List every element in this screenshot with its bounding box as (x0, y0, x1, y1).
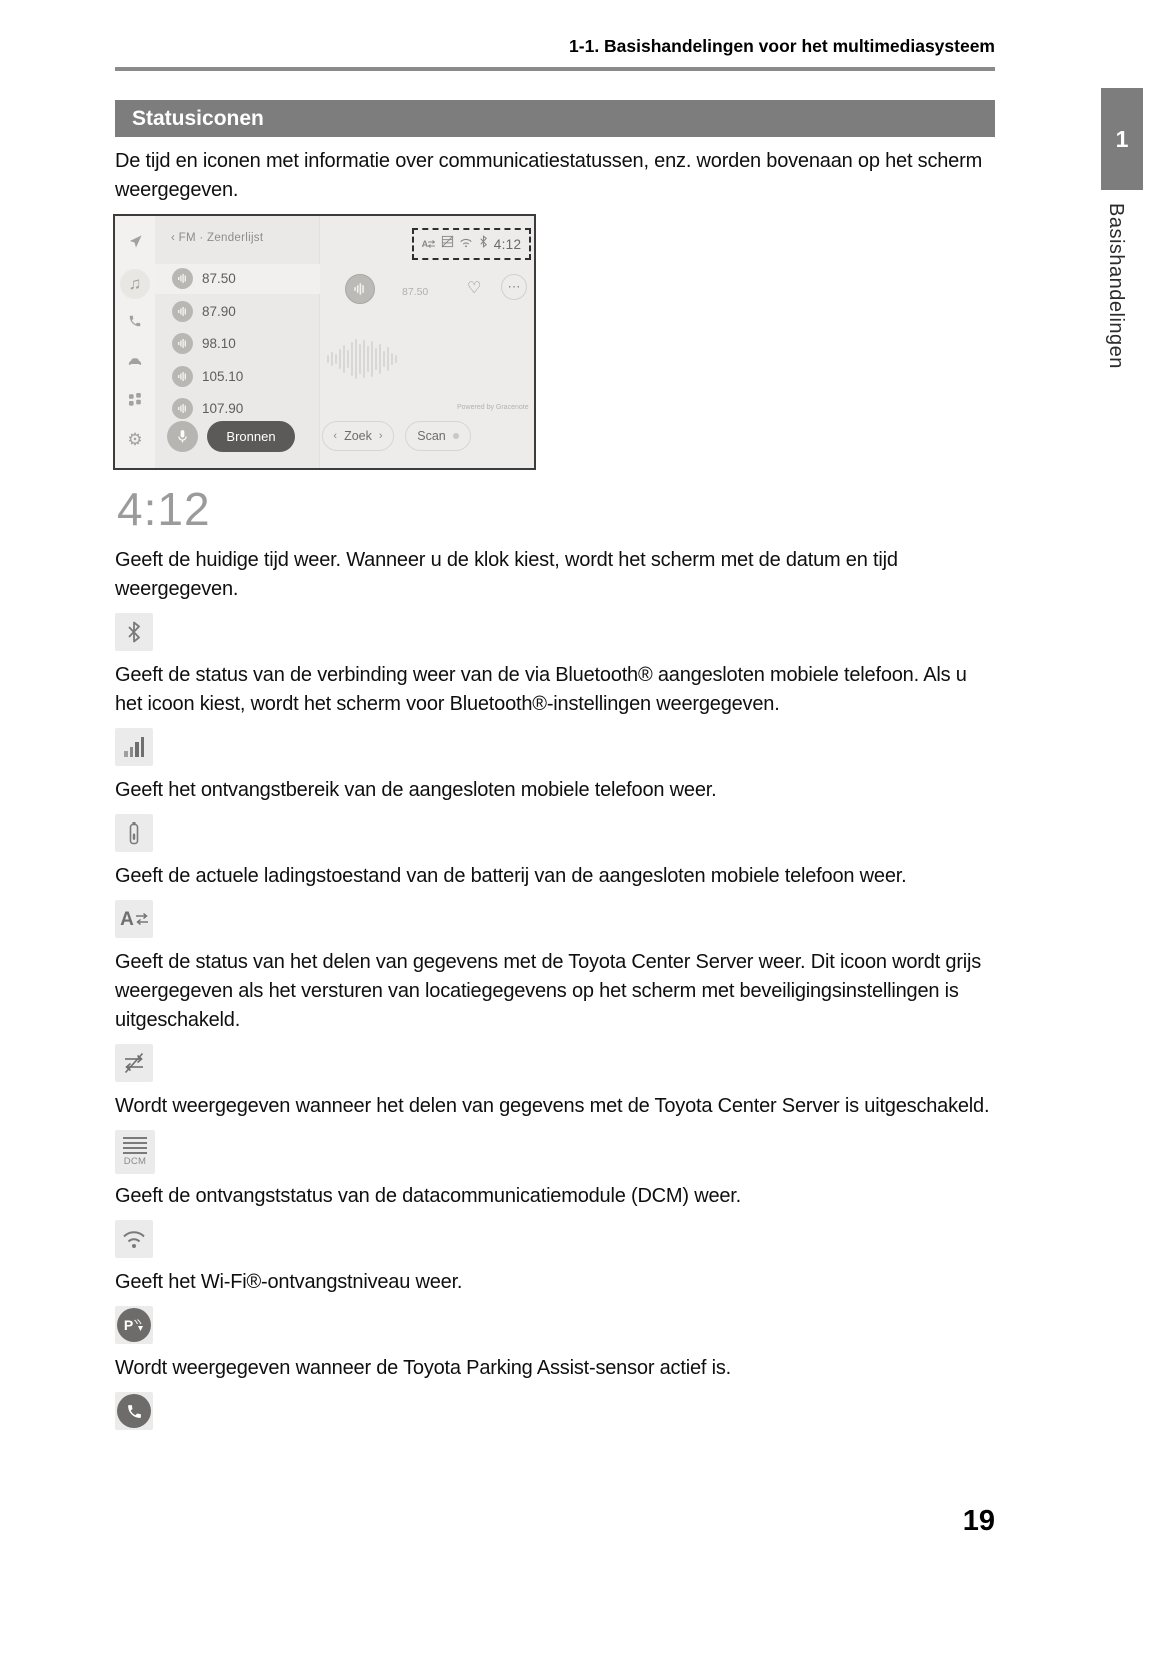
station-row[interactable] (172, 301, 236, 322)
phone-call-icon (115, 1392, 153, 1430)
intro-paragraph: De tijd en iconen met informatie over communicatiestatussen, enz. worden bovenaan op het scherm weergegeven. (115, 150, 983, 201)
section-title: Statusiconen (115, 100, 995, 137)
page-number: 19 (962, 1505, 995, 1537)
multimedia-screenshot (113, 214, 536, 470)
more-options-button[interactable]: ⋯ (501, 274, 527, 300)
radio-wave-icon (172, 333, 193, 354)
wifi-icon (115, 1220, 153, 1258)
dcm-label: DCM (123, 1156, 147, 1168)
data-share-icon: A (115, 900, 153, 938)
chapter-name-vertical: Basishandelingen (1105, 203, 1127, 369)
bluetooth-status-icon (479, 235, 488, 253)
time-description: Geeft de huidige tijd weer. Wanneer u de klok kiest, wordt het scherm met de datum en tijd weergegeven. (115, 549, 898, 600)
navigation-icon[interactable] (115, 234, 155, 254)
voice-mic-button[interactable] (167, 421, 198, 452)
radio-wave-icon (172, 366, 193, 387)
sources-button[interactable]: Bronnen (207, 421, 295, 452)
station-frequency: 107.90 (202, 401, 244, 416)
station-frequency: 87.50 (202, 271, 236, 286)
scan-indicator-dot (453, 433, 459, 439)
data-share-description: Geeft de status van het delen van gegevens met de Toyota Center Server weer. Dit icoon wordt grijs weergegeven als het versturen van locatiegegevens op het scherm met beveiligingsinstellingen is uitgeschakeld. (115, 951, 982, 1031)
dcm-description: Geeft de ontvangststatus van de datacommunicatiemodule (DCM) weer. (115, 1185, 742, 1207)
parking-assist-icon: P (115, 1306, 153, 1344)
page-header: 1-1. Basishandelingen voor het multimediasysteem (569, 36, 995, 56)
status-icons-callout (412, 228, 531, 260)
car-icon[interactable] (115, 354, 155, 372)
breadcrumb-separator: · (199, 232, 204, 244)
seek-next-icon[interactable]: › (378, 430, 383, 442)
station-row[interactable] (172, 333, 236, 354)
seek-label: Zoek (344, 429, 372, 443)
seek-prev-icon[interactable]: ‹ (333, 430, 338, 442)
breadcrumb[interactable] (171, 232, 263, 244)
now-playing-icon (345, 274, 375, 304)
content-column (115, 147, 995, 1440)
data-share-status-icon: A (422, 239, 436, 249)
bluetooth-description: Geeft de status van de verbinding weer van de via Bluetooth® aangesloten mobiele telefoon. Als u het icoon kiest, wordt het scherm voor Bluetooth®-instellingen weergegeven. (115, 664, 967, 715)
signal-description: Geeft het ontvangstbereik van de aangesloten mobiele telefoon weer. (115, 779, 717, 801)
radio-wave-icon (172, 268, 193, 289)
data-share-off-description: Wordt weergegeven wanneer het delen van gegevens met de Toyota Center Server is uitgeschakeld. (115, 1095, 990, 1117)
wifi-description: Geeft het Wi-Fi®-ontvangstniveau weer. (115, 1271, 463, 1293)
dcm-off-status-icon (441, 235, 454, 253)
powered-by-label: Powered by Gracenote (457, 404, 529, 411)
station-frequency: 98.10 (202, 336, 236, 351)
station-row[interactable] (172, 398, 243, 419)
bluetooth-icon (115, 613, 153, 651)
station-row[interactable] (172, 268, 236, 289)
wifi-status-icon (459, 235, 473, 253)
seek-button[interactable] (322, 421, 394, 451)
audio-waveform (327, 338, 402, 380)
radio-wave-icon (172, 398, 193, 419)
scan-label: Scan (417, 429, 446, 443)
apps-grid-icon[interactable] (115, 392, 155, 411)
audio-icon[interactable]: ♫ (128, 274, 142, 293)
station-frequency: 87.90 (202, 304, 236, 319)
back-chevron-icon[interactable]: ‹ (171, 232, 176, 244)
favorite-heart-icon[interactable]: ♡ (467, 280, 482, 297)
time-display-sample: 4:12 (117, 483, 211, 535)
source-label: FM (178, 232, 196, 244)
signal-strength-icon (115, 728, 153, 766)
station-frequency: 105.10 (202, 369, 244, 384)
chapter-tab: 1 (1101, 88, 1143, 190)
data-share-off-icon (115, 1044, 153, 1082)
battery-icon (115, 814, 153, 852)
now-playing-frequency: 87.50 (402, 286, 429, 298)
settings-gear-icon[interactable]: ⚙ (127, 430, 143, 449)
header-rule (115, 67, 995, 71)
list-title: Zenderlijst (207, 232, 264, 244)
station-row[interactable] (172, 366, 243, 387)
parking-assist-description: Wordt weergegeven wanneer de Toyota Parking Assist-sensor actief is. (115, 1357, 731, 1379)
dcm-icon (115, 1130, 155, 1174)
clock-status[interactable]: 4:12 (493, 236, 522, 252)
scan-button[interactable] (405, 421, 471, 451)
app-sidebar (115, 216, 155, 468)
phone-icon[interactable] (115, 314, 155, 333)
battery-description: Geeft de actuele ladingstoestand van de batterij van de aangesloten mobiele telefoon weer. (115, 865, 907, 887)
radio-wave-icon (172, 301, 193, 322)
